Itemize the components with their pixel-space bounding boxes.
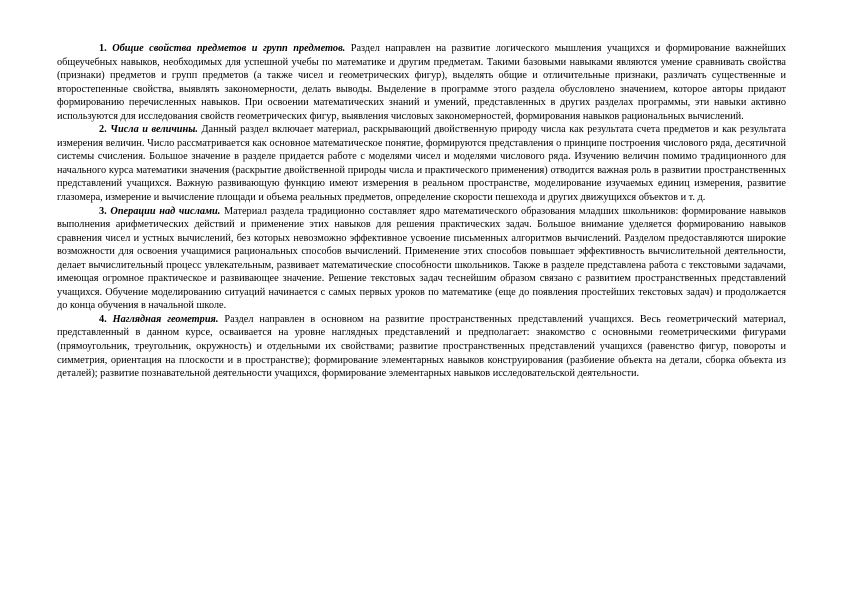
- section-heading: Операции над числами.: [110, 205, 221, 217]
- section-body: Материал раздела традиционно составляет ядро математического образования младших школьников: формирование навыков выполнения арифметических действий и применение этих навыков для решения практических задач. Большое внимание уделяется формированию навыков сравнения чисел и устных вычислений, без которых невозможно эффективное усвоение письменных алгоритмов вычислений. Разделом предоставляются широкие возможности для освоения учащимися рациональных способов вычислений. Применение этих способов повышает эффективность вычислительной деятельности, делает вычислительный процесс увлекательным, развивает математические способности школьников. Также в разделе представлена работа с текстовыми задачами, имеющая огромное практическое и развивающее значение. Решение текстовых задач теснейшим образом связано с развитием пространственных представлений учащихся. Обучение моделированию ситуаций начинается с самых первых уроков по математике (еще до появления простейших текстовых задач) и продолжается до конца обучения в начальной школе.: [57, 205, 787, 312]
- section-number: 3.: [99, 205, 107, 217]
- section-paragraph-1: [57, 42, 786, 123]
- section-body: Раздел направлен в основном на развитие пространственных представлений учащихся. Весь геометрический материал, представленный в данном курсе, осваивается на уровне наглядных представлений и предполагает: знакомство с основными геометрическими фигурами (прямоугольник, треугольник, окружность) и отдельными их свойствами; развитие пространственных представлений учащихся (равенство фигур, повороты и симметрия, ориентация на плоскости и в пространстве); формирование элементарных навыков конструирования (разбиение объекта на детали, сборка объекта из деталей); развитие познавательной деятельности учащихся, формирование элементарных навыков исследовательской деятельности.: [57, 313, 787, 380]
- section-paragraph-2: [57, 123, 786, 204]
- section-body: Данный раздел включает материал, раскрывающий двойственную природу числа как результата счета предметов и как результата измерения величин. Число рассматривается как основное математическое понятие, формируются представления о принципе построения числового ряда, десятичной системы счисления. Большое значение в разделе придается работе с моделями чисел и моделями числового ряда. Изучению величин помимо традиционного для начального курса математики значения (раскрытие двойственной природы числа и практического применения) отводится важная роль в развитии пространственных представлений учащихся. Важную развивающую функцию имеют измерения в реальном пространстве, моделирование изучаемых единиц измерения, развитие глазомера, измерение и вычисление площади и объема реальных предметов, определение скорости пешехода и других движущихся объектов и т. д.: [57, 124, 786, 204]
- section-number: 2.: [99, 124, 107, 136]
- section-number: 1.: [99, 43, 107, 54]
- section-heading: Наглядная геометрия.: [112, 313, 219, 325]
- section-paragraph-4: [57, 313, 786, 381]
- document-body: [57, 42, 786, 381]
- section-number: 4.: [99, 313, 107, 325]
- section-heading: Общие свойства предметов и групп предметов.: [112, 43, 346, 54]
- section-body: Раздел направлен на развитие логического мышления учащихся и формирование важнейших общеучебных навыков, необходимых для успешной учебы по математике и другим предметам. Такими базовыми навыками являются умение сравнивать свойства (признаки) предметов и групп предметов (а также чисел и геометрических фигур), выделять общие и отличительные признаки, различать существенные и второстепенные свойства, выявлять закономерности, делать выводы. Выделение в программе этого раздела обусловлено значением, которое авторы придают формированию перечисленных навыков. При освоении математических знаний и умений, представленных в других разделах программы, эти навыки активно используются для исследования свойств геометрических фигур, выявления числовых закономерностей, формирования навыков рациональных вычислений.: [57, 43, 786, 122]
- section-paragraph-3: [57, 205, 786, 313]
- section-heading: Числа и величины.: [110, 124, 198, 136]
